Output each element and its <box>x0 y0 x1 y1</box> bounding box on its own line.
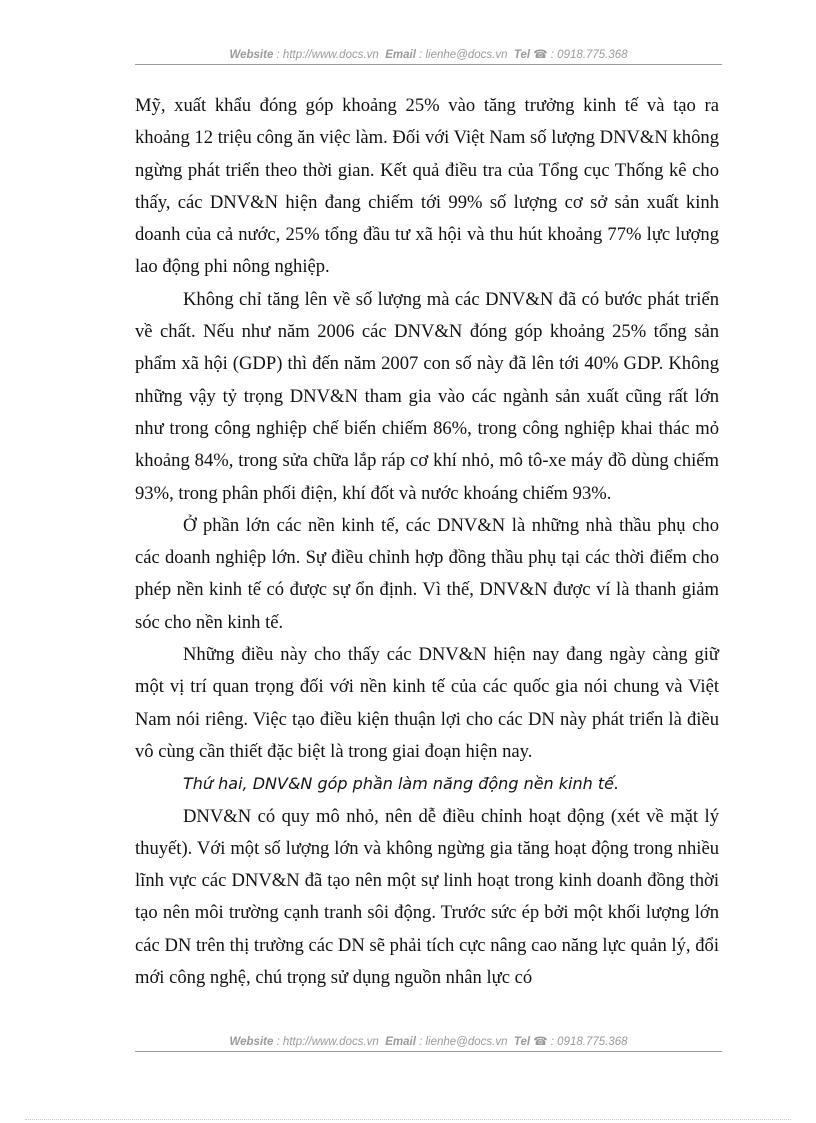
footer-tel-label: Tel <box>513 1036 531 1048</box>
page-header <box>135 47 722 65</box>
footer-website-value[interactable]: : http://www.docs.vn <box>273 1036 379 1048</box>
tel-value: ☎ : 0918.775.368 <box>530 49 628 61</box>
footer-email-value[interactable]: : lienhe@docs.vn <box>415 1036 508 1048</box>
page-footer <box>135 1034 722 1052</box>
footer-email-label: Email <box>385 1036 416 1048</box>
paragraph-1: Mỹ, xuất khẩu đóng góp khoảng 25% vào tăng trưởng kinh tế và tạo ra khoảng 12 triệu công ăn việc làm. Đối với Việt Nam số lượng DNV&N không ngừng phát triển theo thời gian. Kết quả điều tra của Tổng cục Thống kê cho thấy, các DNV&N hiện đang chiếm tới 99% số lượng cơ sở sản xuất kinh doanh của cả nước, 25% tổng đầu tư xã hội và thu hút khoảng 77% lực lượng lao động phi nông nghiệp. <box>135 95 719 278</box>
document-body <box>135 90 719 994</box>
tel-label: Tel <box>513 49 531 61</box>
website-value[interactable]: : http://www.docs.vn <box>273 49 379 61</box>
footer-tel-value: ☎ : 0918.775.368 <box>530 1036 628 1048</box>
section-heading: Thứ hai, DNV&N góp phần làm năng động nền kinh tế. <box>183 774 620 794</box>
website-label: Website <box>229 49 274 61</box>
paragraph-3: Ở phần lớn các nền kinh tế, các DNV&N là những nhà thầu phụ cho các doanh nghiệp lớn. Sự điều chỉnh hợp đồng thầu phụ tại các thời điểm cho phép nền kinh tế có được sự ổn định. Vì thế, DNV&N được ví là thanh giảm sóc cho nền kinh tế. <box>135 514 719 633</box>
paragraph-4: Những điều này cho thấy các DNV&N hiện nay đang ngày càng giữ một vị trí quan trọng đối với nền kinh tế của các quốc gia nói chung và Việt Nam nói riêng. Việc tạo điều kiện thuận lợi cho các DN này phát triển là điều vô cùng cần thiết đặc biệt là trong giai đoạn hiện nay. <box>135 644 719 762</box>
paragraph-2: Không chỉ tăng lên về số lượng mà các DNV&N đã có bước phát triển về chất. Nếu như năm 2006 các DNV&N đóng góp khoảng 25% tổng sản phẩm xã hội (GDP) thì đến năm 2007 con số này đã lên tới 40% GDP. Không những vậy tỷ trọng DNV&N tham gia vào các ngành sản xuất cũng rất lớn như trong công nghiệp chế biến chiếm 86%, trong công nghiệp khai thác mỏ khoảng 84%, trong sửa chữa lắp ráp cơ khí nhỏ, mô tô-xe máy đồ dùng chiếm 93%, trong phân phối điện, khí đốt và nước khoáng chiếm 93%. <box>135 288 719 504</box>
footer-website-label: Website <box>229 1036 274 1048</box>
paragraph-6: DNV&N có quy mô nhỏ, nên dễ điều chỉnh hoạt động (xét về mặt lý thuyết). Với một số lượng lớn và không ngừng gia tăng hoạt động trong nhiều lĩnh vực các DNV&N đã tạo nên một sự linh hoạt trong kinh doanh đồng thời tạo nên môi trường cạnh tranh sôi động. Trước sức ép bởi một khối lượng lớn các DN trên thị trường các DN sẽ phải tích cực nâng cao năng lực quản lý, đổi mới công nghệ, chú trọng sử dụng nguồn nhân lực có <box>135 805 719 989</box>
page-edge-divider <box>25 1119 791 1120</box>
email-value[interactable]: : lienhe@docs.vn <box>415 49 508 61</box>
email-label: Email <box>385 49 416 61</box>
